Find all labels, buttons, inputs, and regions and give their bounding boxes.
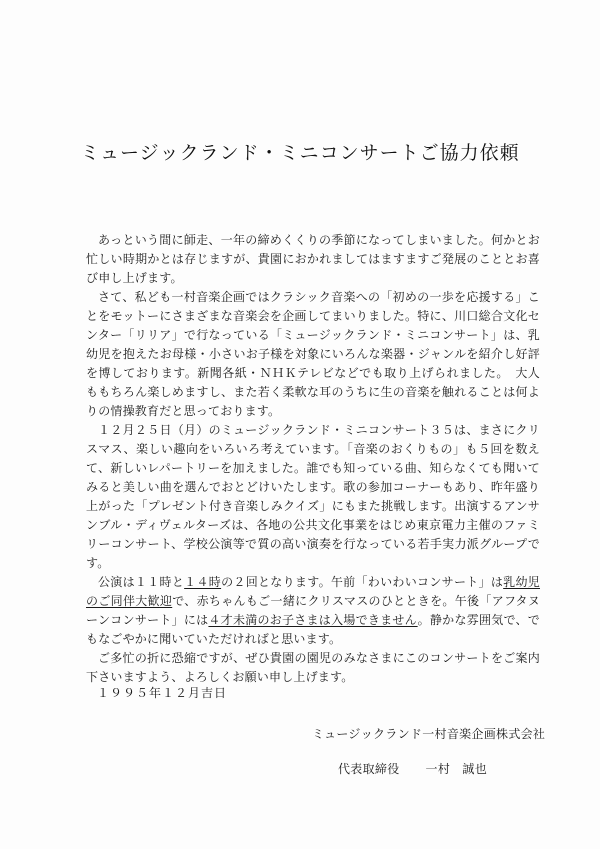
infant-welcome-underlined: 乳幼児のご同伴大歓迎 — [86, 575, 540, 608]
company-name: ミュージックランド一村音楽企画株式会社 — [312, 727, 546, 741]
schedule-text: の２回となります。午前「わいわいコンサート」は — [221, 575, 504, 589]
schedule-text: 。静かな雰囲気で、でもなごやかに聞いていただければと思います。 — [86, 613, 541, 646]
schedule-text: で、赤ちゃんもご一緒にクリスマスのひとときを。午後「アフタヌーンコンサート」には — [86, 594, 540, 627]
signer-name: 一村 誠也 — [425, 762, 488, 776]
schedule-text: 公演は１１時と — [98, 575, 185, 589]
schedule-time-underlined: １４時 — [184, 575, 222, 589]
letter-body — [86, 231, 540, 687]
age-restriction-underlined: ４才未満のお子さまは入場できません — [208, 613, 418, 627]
letter-date: １９９５年１２月吉日 — [97, 686, 228, 700]
paragraph-schedule — [86, 573, 540, 649]
letter-title: ミュージックランド・ミニコンサートご協力依頼 — [80, 142, 520, 164]
signer-title: 代表取締役 — [338, 762, 400, 776]
signer — [338, 760, 487, 777]
paragraph-closing: ご多忙の折に恐縮ですが、ぜひ貴園の園児のみなさまにこのコンサートをご案内下さいますよう、よろしくお願い申し上げます。 — [86, 651, 540, 684]
paragraph-introduction: さて、私ども一村音楽企画ではクラシック音楽への「初めの一歩を応援する」ことをモットーにさまざまな音楽会を企画してまいりました。特に、川口総合文化センター「リリア」で行なっている「ミュージックランド・ミニコンサート」は、乳幼児を抱えたお母様・小さいお子様を対象にいろんな楽器・ジャンルを紹介し好評を博しております。新聞各紙・ＮＨＫテレビなどでも取り上げられました。 大人ももちろん楽しめますし、また若く柔軟な耳のうちに生の音楽を触れることは何よりの情操教育だと思っております。 — [86, 290, 540, 418]
paragraph-greeting: あっという間に師走、一年の締めくくりの季節になってしまいました。何かとお忙しい時期かとは存じますが、貴園におかれましてはますますご発展のこととお喜び申し上げます。 — [86, 233, 540, 285]
paragraph-concert-details: １２月２５日（月）のミュージックランド・ミニコンサート３５は、まさにクリスマス、楽しい趣向をいろいろ考えています。「音楽のおくりもの」も５回を数えて、新しいレパートリーを加えました。誰でも知っている曲、知らなくても聞いてみると美しい曲を選んでおとどけいたします。歌の参加コーナーもあり、昨年盛り上がった「プレゼント付き音楽しみクイズ」にもまた挑戦します。出演するアンサンブル・ディヴェルターズは、各地の公共文化事業をはじめ東京電力主催のファミリーコンサート、学校公演等で質の高い演奏を行なっている若手実力派グループです。 — [86, 423, 540, 570]
